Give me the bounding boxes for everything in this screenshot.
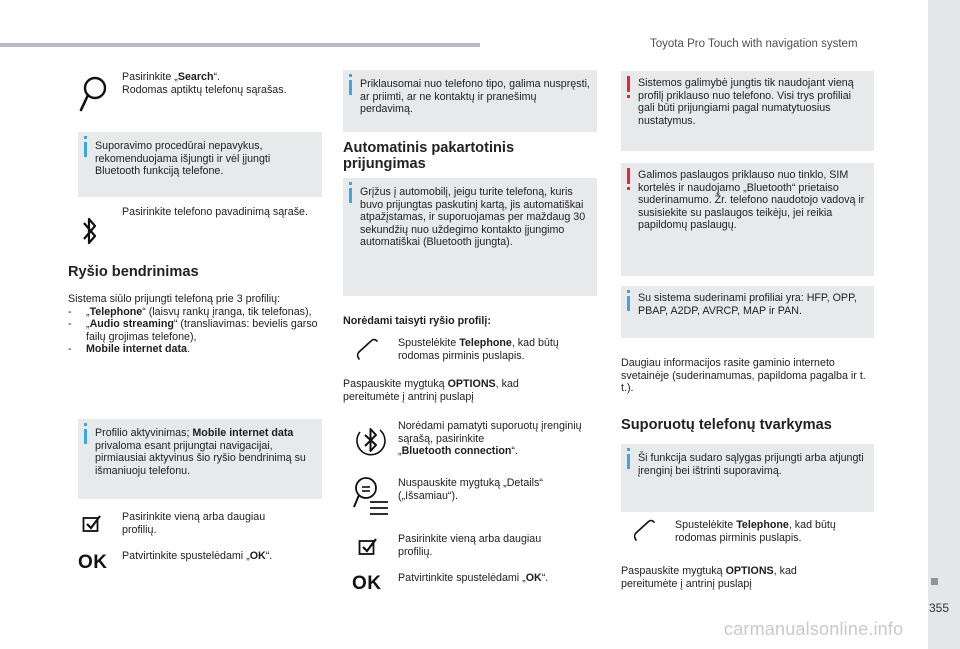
header-rule — [0, 43, 480, 47]
warning-box-services — [621, 163, 874, 276]
options-step: Paspauskite mygtuką OPTIONS, kad pereitumėte į antrinį puslapį — [621, 565, 797, 590]
options-step: Paspauskite mygtuką OPTIONS, kad pereitumėte į antrinį puslapį — [343, 378, 519, 403]
info-box-activation — [78, 419, 322, 499]
phone-handset-icon — [631, 518, 657, 544]
page-side-strip — [928, 0, 960, 649]
list-item: - „Audio streaming“ (transliavimas: bevielis garso failų grojimas telefone), — [68, 318, 323, 343]
checkbox-icon — [358, 537, 378, 557]
info-icon — [349, 80, 352, 95]
view-list-step: Norėdami pamatyti suporuotų įrenginių sąrašą, pasirinkite „Bluetooth connection“. — [398, 420, 582, 458]
info-box-profiles — [621, 286, 874, 338]
info-box-auto-reconnect — [343, 178, 597, 296]
warning-box-profile — [621, 71, 874, 151]
profiles-list — [68, 306, 323, 356]
select-profiles-step: Pasirinkite vieną arba daugiau profilių. — [398, 533, 542, 558]
info-icon — [349, 188, 352, 203]
header-title: Toyota Pro Touch with navigation system — [650, 38, 858, 50]
info-box-contacts — [343, 70, 597, 132]
press-telephone-step: Spustelėkite Telephone, kad būtų rodomas pirminis puslapis. — [675, 519, 836, 544]
info-icon — [84, 142, 87, 157]
page-marker — [931, 578, 938, 585]
list-item: - „Telephone“ (laisvų rankų įranga, tik telefonas), — [68, 306, 323, 319]
watermark: carmanualsonline.info — [724, 619, 904, 639]
info-icon — [627, 454, 630, 469]
section-heading-sharing: Ryšio bendrinimas — [68, 264, 199, 280]
select-phone-step: Pasirinkite telefono pavadinimą sąraše. — [122, 206, 308, 218]
profiles-intro: Sistema siūlo prijungti telefoną prie 3 profilių: - „Telephone“ (laisvų rankų įranga, tik telefonas), - „Audio streaming“ (transliavimas: bevielis garso failų grojimas telefone), - Mobile internet data. — [68, 293, 323, 356]
warning-text: Galimos paslaugos priklauso nuo tinklo, SIM kortelės ir naudojamo „Bluetooth“ prietaiso suderinamumo. Žr. telefono naudotojo vadovą ir susisiekite su paslaugos teikėju, jei reikia papildomų paslaugų. — [638, 169, 865, 232]
info-box-manage — [621, 444, 874, 512]
confirm-step: Patvirtinkite spustelėdami „OK“. — [122, 550, 273, 562]
bluetooth-circle-icon — [354, 422, 388, 460]
list-item: - Mobile internet data. — [68, 343, 323, 356]
warning-icon — [627, 168, 630, 184]
ok-icon: OK — [352, 573, 382, 594]
section-heading-auto-reconnect: Automatinis pakartotinis prijungimas — [343, 140, 515, 172]
modify-profile-heading: Norėdami taisyti ryšio profilį: — [343, 315, 491, 327]
info-icon — [84, 429, 87, 444]
info-text: Profilio aktyvinimas; Mobile internet data privaloma esant prijungtai navigacijai, pirmiausiai aktyvinus šio ryšio bendrinimą su išmaniuoju telefonu. — [95, 427, 306, 477]
warning-text: Sistemos galimybė jungtis tik naudojant vieną profilį priklauso nuo telefono. Visi trys profiliai gali būti prijungiami pagal numatytuosius nustatymus. — [638, 77, 854, 127]
confirm-step: Patvirtinkite spustelėdami „OK“. — [398, 572, 549, 584]
search-icon — [78, 74, 108, 118]
info-text: Grįžus į automobilį, jeigu turite telefoną, kuris buvo prijungtas paskutinį kartą, jis automatiškai atpažįstamas, ir suporuojamas per maždaug 30 sekundžių nuo uždegimo kontakto įjungimo automatiškai (Bluetooth įjungta). — [360, 186, 586, 249]
details-list-icon — [352, 475, 390, 519]
section-heading-manage: Suporuotų telefonų tvarkymas — [621, 417, 832, 433]
checkbox-icon — [82, 514, 102, 534]
info-text: Priklausomai nuo telefono tipo, galima nuspręsti, ar priimti, ar ne kontaktų ir pranešimų perdavimą. — [360, 78, 590, 116]
info-text: Ši funkcija sudaro sąlygas prijungti arba atjungti įrenginį bei ištrinti suporavimą. — [638, 452, 864, 477]
press-telephone-step: Spustelėkite Telephone, kad būtų rodomas pirminis puslapis. — [398, 337, 559, 362]
info-text: Suporavimo procedūrai nepavykus, rekomenduojama išjungti ir vėl įjungti Bluetooth funkciją telefone. — [95, 140, 271, 178]
more-info-text: Daugiau informacijos rasite gaminio interneto svetainėje (suderinamumas, papildoma pagalba ir t. t.). — [621, 357, 866, 395]
ok-icon: OK — [78, 552, 108, 573]
page-number: 355 — [929, 601, 950, 615]
phone-handset-icon — [354, 337, 380, 363]
info-text: Su sistema suderinami profiliai yra: HFP, OPP, PBAP, A2DP, AVRCP, MAP ir PAN. — [638, 292, 857, 317]
details-step: Nuspauskite mygtuką „Details“ („Išsamiau“). — [398, 477, 543, 502]
search-step: Pasirinkite „Search“. Rodomas aptiktų telefonų sąrašas. — [122, 71, 287, 96]
select-profiles-step: Pasirinkite vieną arba daugiau profilių. — [122, 511, 266, 536]
bluetooth-icon — [80, 214, 100, 248]
info-icon — [627, 296, 630, 311]
info-box-pairing — [78, 132, 322, 197]
warning-icon — [627, 76, 630, 92]
